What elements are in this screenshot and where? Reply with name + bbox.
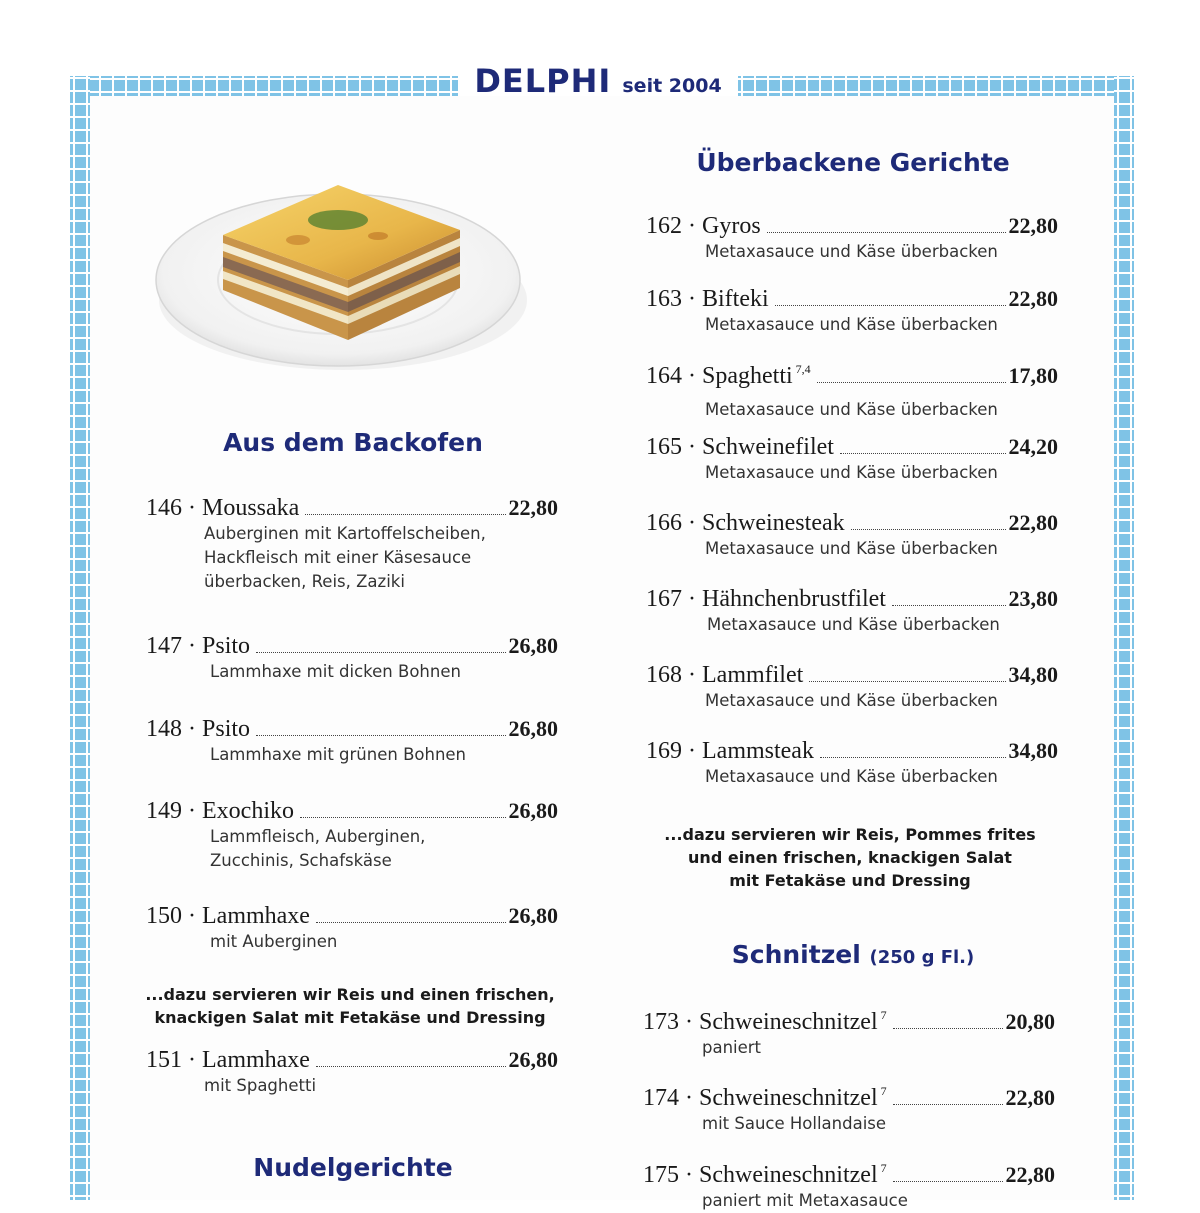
item-number: 174 · (643, 1085, 693, 1111)
section-title-nudelgerichte: Nudelgerichte (253, 1153, 453, 1182)
item-description: Lammfleisch, Auberginen, Zucchinis, Schafskäse (210, 827, 426, 870)
item-price: 26,80 (508, 798, 558, 823)
item-number: 173 · (643, 1009, 693, 1035)
item-name (699, 1077, 887, 1112)
item-number: 146 · (146, 495, 196, 521)
leader-dots (809, 681, 1005, 682)
item-description: Metaxasauce und Käse überbacken (705, 539, 998, 558)
leader-dots (775, 305, 1006, 306)
leader-dots (893, 1104, 1003, 1105)
restaurant-header (458, 62, 738, 100)
item-number: 164 · (646, 363, 696, 389)
leader-dots (820, 757, 1006, 758)
greek-key-border-left (70, 76, 90, 1200)
item-description: Metaxasauce und Käse überbacken (705, 463, 998, 482)
leader-dots (316, 1066, 506, 1067)
item-name: Lammfilet (702, 662, 804, 688)
menu-item-167 (646, 585, 1058, 637)
item-name: Exochiko (202, 798, 294, 824)
schnitzel-title-text: Schnitzel (731, 940, 861, 969)
leader-dots (851, 529, 1006, 530)
item-description: Lammhaxe mit grünen Bohnen (210, 745, 467, 764)
leader-dots (316, 922, 506, 923)
menu-item-150 (146, 902, 558, 954)
menu-item-148 (146, 715, 558, 767)
item-name: Gyros (702, 213, 761, 239)
item-description: Metaxasauce und Käse überbacken (705, 691, 998, 710)
menu-item-174 (643, 1077, 1055, 1136)
item-name: Moussaka (202, 495, 300, 521)
leader-dots (256, 735, 505, 736)
item-description: Auberginen mit Kartoffelscheiben, Hackfleisch mit einer Käsesauce überbacken, Reis, Zaziki (204, 524, 486, 591)
item-description: Metaxasauce und Käse überbacken (705, 242, 998, 261)
menu-item-169 (646, 737, 1058, 789)
item-name: Psito (202, 716, 251, 742)
moussaka-photo (148, 140, 558, 380)
menu-item-151 (146, 1046, 558, 1098)
item-description: mit Spaghetti (204, 1076, 317, 1095)
leader-dots (817, 382, 1006, 383)
item-number: 151 · (146, 1047, 196, 1073)
greek-key-border-top-right (738, 76, 1134, 96)
restaurant-name: DELPHI (474, 62, 612, 100)
item-description: Lammhaxe mit dicken Bohnen (210, 662, 461, 681)
item-name-text: Spaghetti (702, 363, 793, 389)
allergen-note: 7,4 (795, 362, 811, 376)
section-title-ueberbacken: Überbackene Gerichte (696, 148, 1010, 177)
side-dish-note-right: ...dazu servieren wir Reis, Pommes frites und einen frischen, knackigen Salat mit Fetakäse und Dressing (664, 825, 1036, 890)
item-number: 148 · (146, 716, 196, 742)
item-price: 26,80 (508, 903, 558, 928)
leader-dots (300, 817, 506, 818)
item-name: Psito (202, 633, 251, 659)
item-price: 22,80 (1005, 1162, 1055, 1187)
allergen-note: 7 (880, 1161, 887, 1175)
section-title-schnitzel (648, 940, 1058, 969)
menu-item-173 (643, 1001, 1055, 1060)
schnitzel-weight-note: (250 g Fl.) (869, 947, 975, 968)
item-price: 22,80 (1005, 1085, 1055, 1110)
item-description: Metaxasauce und Käse überbacken (705, 400, 998, 419)
restaurant-since: seit 2004 (622, 75, 722, 97)
item-number: 162 · (646, 213, 696, 239)
leader-dots (893, 1028, 1003, 1029)
menu-item-149 (146, 797, 558, 873)
item-price: 24,20 (1008, 434, 1058, 459)
menu-item-165 (646, 433, 1058, 485)
leader-dots (767, 232, 1006, 233)
item-name (702, 355, 811, 390)
item-price: 20,80 (1005, 1009, 1055, 1034)
item-price: 22,80 (1008, 510, 1058, 535)
item-name-text: Schweineschnitzel (699, 1162, 878, 1188)
allergen-note: 7 (880, 1084, 887, 1098)
item-name: Lammhaxe (202, 1047, 310, 1073)
item-number: 147 · (146, 633, 196, 659)
item-number: 165 · (646, 434, 696, 460)
item-price: 26,80 (508, 716, 558, 741)
greek-key-border-top-left (70, 76, 458, 96)
item-name: Bifteki (702, 286, 769, 312)
item-name: Hähnchenbrustfilet (702, 586, 886, 612)
allergen-note: 7 (880, 1008, 887, 1022)
item-price: 26,80 (508, 633, 558, 658)
menu-item-146 (146, 494, 558, 594)
item-name: Lammsteak (702, 738, 814, 764)
item-description: Metaxasauce und Käse überbacken (705, 767, 998, 786)
item-price: 22,80 (1008, 213, 1058, 238)
item-number: 169 · (646, 738, 696, 764)
item-description: paniert (702, 1038, 762, 1057)
leader-dots (256, 652, 505, 653)
greek-key-border-right (1114, 76, 1134, 1200)
menu-item-168 (646, 661, 1058, 713)
item-number: 150 · (146, 903, 196, 929)
item-description: mit Auberginen (210, 932, 338, 951)
item-price: 17,80 (1008, 363, 1058, 388)
item-name: Lammhaxe (202, 903, 310, 929)
section-title-backofen: Aus dem Backofen (223, 428, 483, 457)
menu-item-147 (146, 632, 558, 684)
leader-dots (305, 514, 505, 515)
item-name: Schweinefilet (702, 434, 834, 460)
item-description: Metaxasauce und Käse überbacken (705, 315, 998, 334)
item-price: 34,80 (1008, 662, 1058, 687)
item-number: 168 · (646, 662, 696, 688)
item-name-text: Schweineschnitzel (699, 1009, 878, 1035)
item-number: 163 · (646, 286, 696, 312)
menu-item-163 (646, 285, 1058, 337)
item-price: 22,80 (508, 495, 558, 520)
item-number: 167 · (646, 586, 696, 612)
item-price: 22,80 (1008, 286, 1058, 311)
leader-dots (893, 1181, 1003, 1182)
item-name (699, 1154, 887, 1189)
item-number: 166 · (646, 510, 696, 536)
leader-dots (892, 605, 1006, 606)
menu-item-175 (643, 1154, 1055, 1213)
side-dish-note-left: ...dazu servieren wir Reis und einen frischen, knackigen Salat mit Fetakäse und Dressing (145, 985, 555, 1027)
item-price: 34,80 (1008, 738, 1058, 763)
item-description: paniert mit Metaxasauce (702, 1191, 908, 1210)
item-name (699, 1001, 887, 1036)
leader-dots (840, 453, 1006, 454)
menu-item-166 (646, 509, 1058, 561)
item-price: 23,80 (1008, 586, 1058, 611)
item-description: Metaxasauce und Käse überbacken (707, 615, 1000, 634)
item-number: 175 · (643, 1162, 693, 1188)
item-description: mit Sauce Hollandaise (702, 1114, 887, 1133)
item-name: Schweinesteak (702, 510, 845, 536)
item-number: 149 · (146, 798, 196, 824)
menu-item-162 (646, 212, 1058, 264)
item-price: 26,80 (508, 1047, 558, 1072)
item-name-text: Schweineschnitzel (699, 1085, 878, 1111)
menu-item-164 (646, 355, 1058, 422)
